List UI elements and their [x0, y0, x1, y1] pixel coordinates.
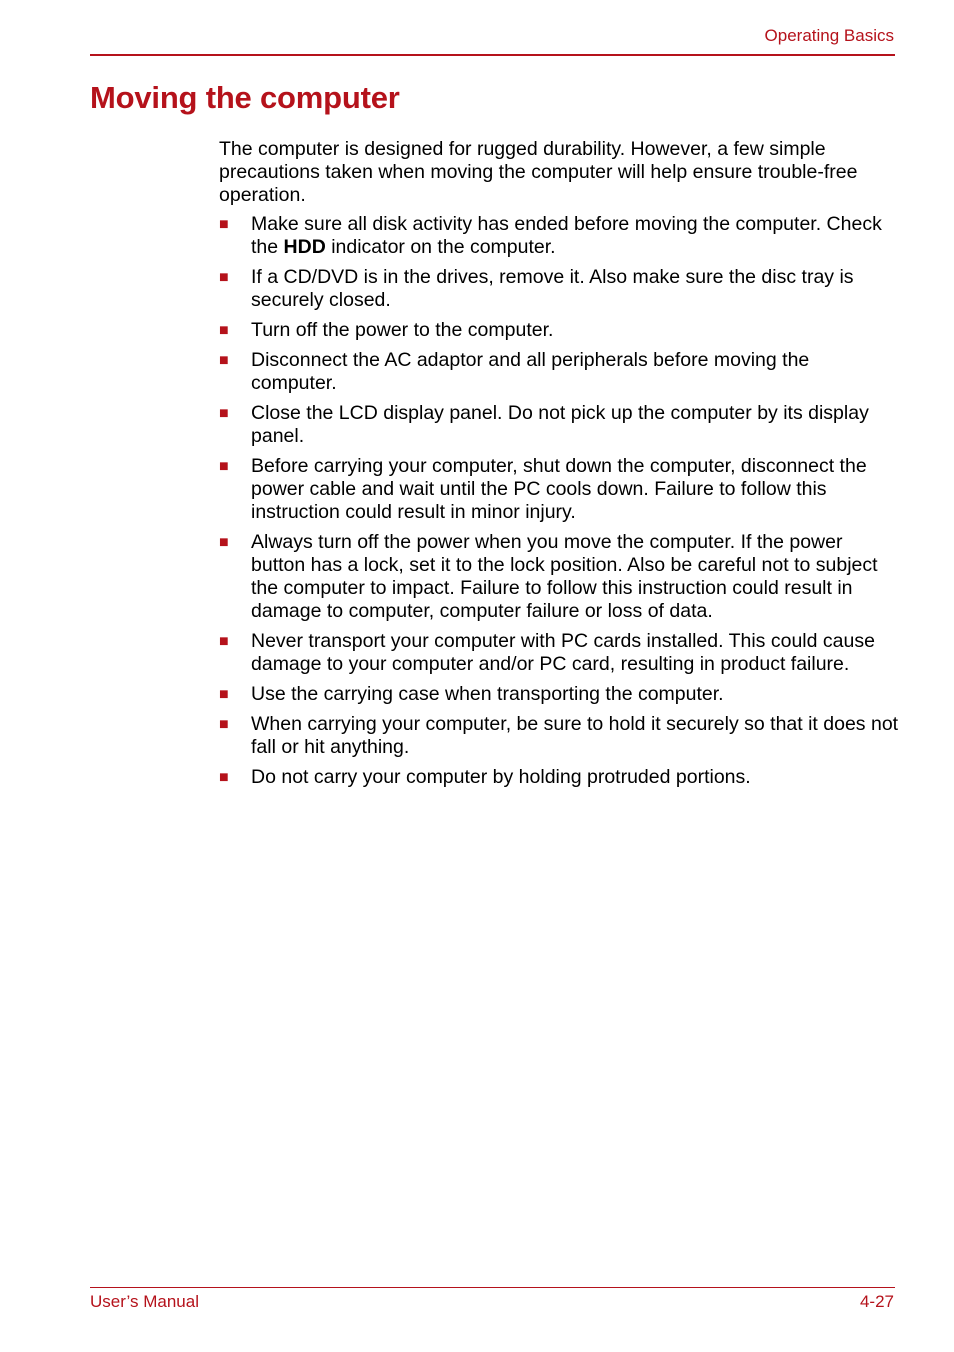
hdd-indicator-term: HDD	[283, 236, 326, 258]
square-bullet-icon: ■	[219, 633, 229, 650]
list-item-text: Close the LCD display panel. Do not pick up the computer by its display panel.	[251, 402, 869, 447]
page-number: 4-27	[859, 1292, 894, 1311]
list-item	[219, 766, 899, 789]
footer-manual-label: User’s Manual	[90, 1292, 199, 1311]
list-item-text: Turn off the power to the computer.	[251, 319, 554, 341]
list-item	[219, 349, 899, 395]
list-item-text: Do not carry your computer by holding protruded portions.	[251, 766, 751, 788]
list-item	[219, 683, 899, 706]
list-item-text: Never transport your computer with PC cards installed. This could cause damage to your computer and/or PC card, resulting in product failure.	[251, 630, 875, 675]
header-divider	[90, 54, 895, 56]
list-item	[219, 266, 899, 312]
intro-paragraph: The computer is designed for rugged durability. However, a few simple precautions taken when moving the computer will help ensure trouble-free operation.	[219, 138, 858, 206]
list-item-text: If a CD/DVD is in the drives, remove it. Also make sure the disc tray is securely closed.	[251, 266, 854, 311]
list-item	[219, 630, 899, 676]
square-bullet-icon: ■	[219, 352, 229, 369]
list-item-text: When carrying your computer, be sure to hold it securely so that it does not fall or hit anything.	[251, 713, 899, 758]
list-item-text: Use the carrying case when transporting the computer.	[251, 683, 724, 705]
square-bullet-icon: ■	[219, 458, 229, 475]
footer-divider	[90, 1287, 895, 1288]
square-bullet-icon: ■	[219, 716, 229, 733]
square-bullet-icon: ■	[219, 686, 229, 703]
list-item	[219, 319, 899, 342]
square-bullet-icon: ■	[219, 322, 229, 339]
list-item	[219, 713, 899, 759]
page-title: Moving the computer	[90, 80, 400, 115]
square-bullet-icon: ■	[219, 534, 229, 551]
precautions-list	[219, 213, 899, 789]
list-item	[219, 455, 899, 524]
list-item-text: Before carrying your computer, shut down the computer, disconnect the power cable and wait until the PC cools down. Failure to follow this instruction could result in minor injury.	[251, 455, 867, 523]
list-item-text: Disconnect the AC adaptor and all peripherals before moving the computer.	[251, 349, 810, 394]
list-item-text-part: indicator on the computer.	[325, 236, 556, 258]
running-header-section: Operating Basics	[764, 26, 894, 45]
list-item	[219, 402, 899, 448]
main-content	[219, 138, 899, 796]
square-bullet-icon: ■	[219, 269, 229, 286]
square-bullet-icon: ■	[219, 405, 229, 422]
list-item-text-part: Make sure all disk activity has ended before moving the computer. Check the	[251, 213, 882, 258]
list-item-text: Always turn off the power when you move the computer. If the power button has a lock, set it to the lock position. Also be careful not to subject the computer to impact. Failure to follow this instruction could result in damage to computer, computer failure or loss of data.	[251, 531, 878, 622]
list-item	[219, 531, 899, 623]
square-bullet-icon: ■	[219, 216, 229, 233]
list-item-text	[251, 213, 899, 259]
list-item	[219, 213, 899, 259]
square-bullet-icon: ■	[219, 769, 229, 786]
